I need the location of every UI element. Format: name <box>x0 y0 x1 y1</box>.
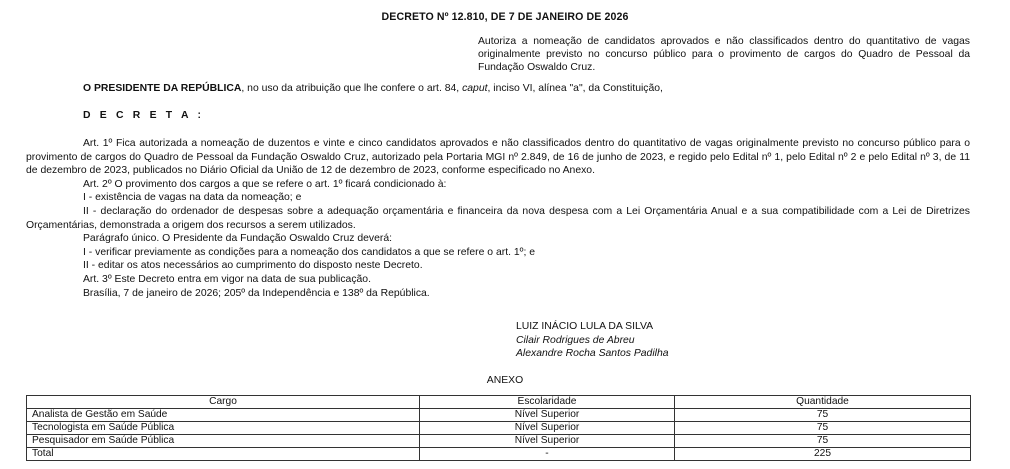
signature-minister-2: Alexandre Rocha Santos Padilha <box>516 348 669 359</box>
cell-cargo: Tecnologista em Saúde Pública <box>27 422 420 435</box>
cell-quantidade: 75 <box>675 409 971 422</box>
table-row <box>27 422 971 435</box>
decree-ementa: Autoriza a nomeação de candidatos aprovados e não classificados dentro do quantitativo de vagas originalmente previsto no concurso público para o provimento de cargos do Quadro de Pessoal da Fundação Oswaldo Cruz. <box>478 36 970 73</box>
signature-block <box>516 320 669 361</box>
signature-minister-1: Cilair Rodrigues de Abreu <box>516 334 635 346</box>
cell-escolaridade: Nível Superior <box>420 409 675 422</box>
cell-total-label: Total <box>27 448 420 461</box>
cell-quantidade: 75 <box>675 435 971 448</box>
annex-title: ANEXO <box>486 375 524 386</box>
decree-title: DECRETO Nº 12.810, DE 7 DE JANEIRO DE 2026 <box>381 11 629 23</box>
table-header-row <box>27 396 971 409</box>
signature-president: LUIZ INÁCIO LULA DA SILVA <box>516 321 654 332</box>
cell-escolaridade: Nível Superior <box>420 422 675 435</box>
cell-total-escolaridade: - <box>420 448 675 461</box>
cell-quantidade: 75 <box>675 422 971 435</box>
preamble-bold: O PRESIDENTE DA REPÚBLICA <box>83 83 242 94</box>
cell-escolaridade: Nível Superior <box>420 435 675 448</box>
decree-body <box>26 137 970 300</box>
article-1: Art. 1º Fica autorizada a nomeação de duzentos e vinte e cinco candidatos aprovados e não classificados dentro do quantitativo de vagas originalmente previsto no concurso público para o provimento de cargos do Quadro de Pessoal da Fundação Oswaldo Cruz, autorizado pela Portaria MGI nº 2.849, de 16 de junho de 2023, e regido pelo Edital nº 1, pelo Edital nº 2 e pelo Edital nº 3, de 11 de dezembro de 2023, publicados no Diário Oficial da União de 12 de dezembro de 2023, conforme especificado no Anexo. <box>26 138 970 177</box>
table-row <box>27 409 971 422</box>
article-2-item-1: I - existência de vagas na data da nomeação; e <box>83 192 302 204</box>
preamble-italic: caput <box>462 83 488 94</box>
paragrafo-unico-item-2: II - editar os atos necessários ao cumprimento do disposto neste Decreto. <box>83 260 423 272</box>
annex-table <box>26 395 971 461</box>
article-2: Art. 2º O provimento dos cargos a que se refere o art. 1º ficará condicionado à: <box>83 178 447 190</box>
article-3: Art. 3º Este Decreto entra em vigor na data de sua publicação. <box>83 273 371 285</box>
preamble-part1: , no uso da atribuição que lhe confere o art. 84, <box>241 83 463 94</box>
header-escolaridade: Escolaridade <box>420 396 675 409</box>
cell-total-quantidade: 225 <box>675 448 971 461</box>
date-place: Brasília, 7 de janeiro de 2026; 205º da Independência e 138º da República. <box>83 287 430 299</box>
cell-cargo: Pesquisador em Saúde Pública <box>27 435 420 448</box>
decree-preamble <box>83 83 663 94</box>
table-row <box>27 435 971 448</box>
cell-cargo: Analista de Gestão em Saúde <box>27 409 420 422</box>
header-cargo: Cargo <box>27 396 420 409</box>
decreta-heading: D E C R E T A : <box>83 110 205 121</box>
paragrafo-unico: Parágrafo único. O Presidente da Fundação Oswaldo Cruz deverá: <box>83 233 393 245</box>
preamble-part2: , inciso VI, alínea "a", da Constituição, <box>487 83 663 94</box>
paragrafo-unico-item-1: I - verificar previamente as condições para a nomeação dos candidatos a que se refere o art. 1º; e <box>83 246 535 258</box>
table-total-row <box>27 448 971 461</box>
article-2-item-2: II - declaração do ordenador de despesas sobre a adequação orçamentária e financeira da nova despesa com a Lei Orçamentária Anual e a sua compatibilidade com a Lei de Diretrizes Orçamentárias, demonstrada a origem dos recursos a serem utilizados. <box>26 205 970 231</box>
header-quantidade: Quantidade <box>675 396 971 409</box>
